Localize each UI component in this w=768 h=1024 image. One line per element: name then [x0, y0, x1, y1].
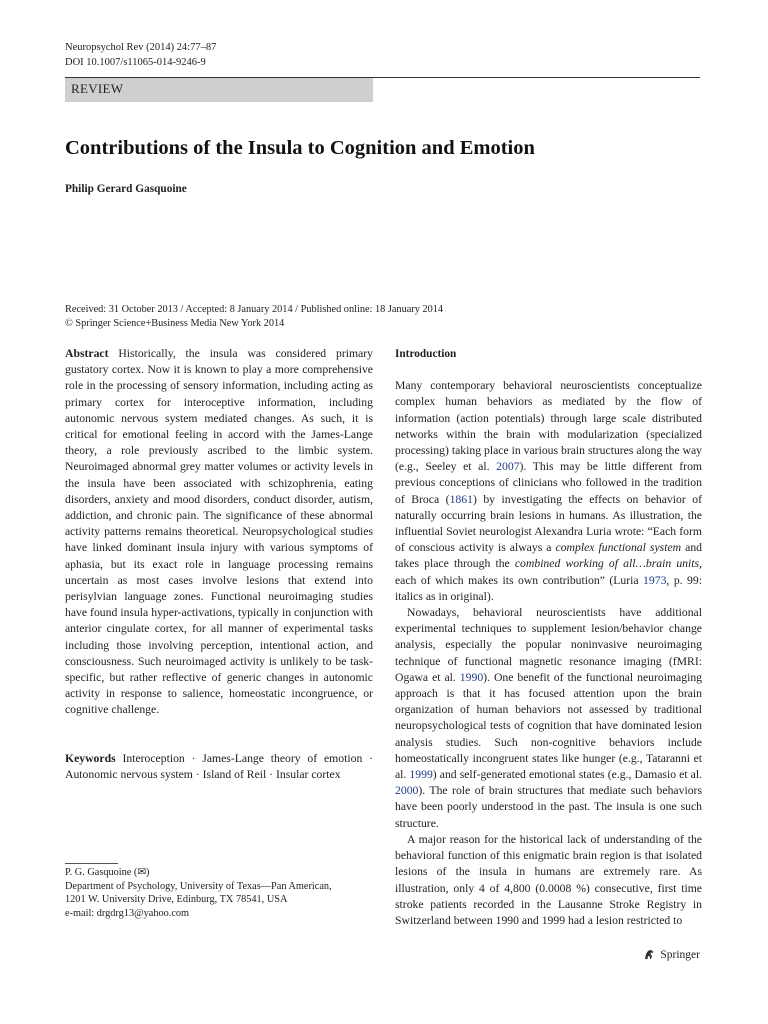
abstract-text: Historically, the insula was considered primary gustatory cortex. Now it is known to play a more comprehensive role in the processing of sensory information, including acting as primary cortex for interoceptive information, including autonomic nervous system mediated changes. As such, it is critical for emotional feeling in accord with the James-Lange theory, a role previously ascribed to the limbic system. Neuroimaged abnormal grey matter volumes or activity levels in the insula have been associated with schizophrenia, eating disorders, anxiety and mood disorders, conduct disorder, autism, addiction, and chronic pain. The significance of these abnormal activity patterns remains theoretical. Neuropsychological studies have linked dominant insula injury with various symptoms of aphasia, but its exact role in language processing remains uncertain as most cases involve lesions that extend into perisylvian language zones. Functional neuroimaging studies have found insula hyper-activations, typically in conjunction with anterior cingulate cortex, for all manner of experimental tasks including those involving perception, intentional action, and consciousness. Such neuroimaged activity is unlikely to be task-specific, but rather reflective of generic changes in autonomic activity in response to salience, homeostatic incongruence, or cognitive challenge.	[65, 347, 373, 717]
p1-text-b: ). This may be little different from previous conceptions of clinicians who followed in the tradition of Broca (	[395, 460, 702, 506]
p1-text-a: Many contemporary behavioral neuroscientists conceptualize complex human behaviors as mediated by the flow of information (action potentials) through large scale distributed networks within the brain with modularization (specialized processing) taking place in various brain structures along the way (e.g., Seeley et al.	[395, 379, 702, 474]
p1-text-c: ) by investigating the effects on behavior of naturally occurring brain lesions in humans. As illustration, the influential Soviet neurologist Alexandra Luria wrote: “Each form of conscious activity is always a	[395, 492, 702, 555]
intro-paragraph-1	[395, 378, 702, 605]
journal-header	[65, 40, 216, 70]
publication-dates	[65, 303, 705, 331]
article-title: Contributions of the Insula to Cognition and Emotion	[65, 137, 535, 159]
p1-text-d: and takes place through the	[395, 541, 703, 571]
publisher-logo	[643, 948, 700, 961]
footnote-rule	[65, 863, 118, 864]
keywords-label: Keywords	[65, 751, 116, 765]
p1-text-f: , p. 99: italics as in original).	[395, 573, 702, 603]
intro-heading: Introduction	[395, 348, 457, 360]
abstract-label: Abstract	[65, 347, 109, 360]
keywords	[65, 751, 373, 783]
affiliation-email[interactable]: e-mail: drgdrg13@yahoo.com	[65, 907, 190, 919]
citation-link[interactable]: 1973	[643, 573, 667, 587]
citation-link[interactable]: 1999	[409, 768, 433, 782]
author-affiliation	[65, 866, 373, 920]
p1-italic-1: complex functional system	[555, 541, 682, 555]
p2-text-a: Nowadays, behavioral neuroscientists have additional experimental techniques to supplement lesion/behavior change analysis, especially the popular noninvasive neuroimaging technique of functional magnetic resonance imaging (fMRI: Ogawa et al.	[395, 606, 702, 684]
section-label: REVIEW	[71, 81, 124, 96]
p1-italic-2: combined working of all…brain units,	[514, 557, 702, 571]
p2-text-c: ) and self-generated emotional states (e.g., Damasio et al.	[432, 768, 702, 782]
springer-horse-icon	[643, 948, 656, 961]
p2-text-d: ). The role of brain structures that mediate such behaviors have been poorly understood in the past. The insula is one such structure.	[395, 784, 702, 830]
affiliation-dept: Department of Psychology, University of Texas—Pan American,	[65, 880, 332, 892]
journal-citation: Neuropsychol Rev (2014) 24:77–87	[65, 42, 217, 53]
right-column	[395, 346, 702, 929]
section-badge	[65, 78, 373, 102]
dates-line: Received: 31 October 2013 / Accepted: 8 January 2014 / Published online: 18 January 2014	[65, 304, 444, 315]
citation-link[interactable]: 2007	[496, 460, 520, 474]
abstract	[65, 346, 373, 719]
doi[interactable]: DOI 10.1007/s11065-014-9246-9	[65, 57, 206, 68]
intro-paragraph-3: A major reason for the historical lack of understanding of the behavioral function of this enigmatic brain region is that isolated lesions of the insula in humans are extremely rare. As illustration, only 4 of 4,800 (0.0008 %) consecutive, first time stroke patients recorded in the Lausanne Stroke Registry in Switzerland between 1990 and 1999 had a lesion restricted to	[395, 832, 702, 927]
p2-text-b: ). One benefit of the functional neuroimaging approach is that it has focused attention upon the brain organization of human behaviors not assessed by traditional neuropsychological tests of cognition that have dominated lesion analysis studies. Such non-cognitive behaviors include homeostatically incongruent states like hunger (e.g., Tataranni et al.	[395, 670, 703, 782]
affiliation-address: 1201 W. University Drive, Edinburg, TX 78541, USA	[65, 894, 288, 906]
citation-link[interactable]: 1861	[449, 492, 473, 506]
author-name: Philip Gerard Gasquoine	[65, 183, 187, 195]
p1-text-e: each of which makes its own contribution” (Luria	[395, 573, 644, 587]
copyright-line: © Springer Science+Business Media New York 2014	[65, 318, 285, 329]
publisher-name: Springer	[660, 948, 700, 961]
left-column	[65, 346, 373, 783]
affiliation-name: P. G. Gasquoine (✉)	[65, 867, 150, 878]
citation-link[interactable]: 1990	[459, 670, 484, 684]
citation-link[interactable]: 2000	[395, 784, 419, 798]
intro-paragraph-2	[395, 605, 702, 832]
keywords-text: Interoception · James-Lange theory of emotion · Autonomic nervous system · Island of Reil · Insular cortex	[65, 751, 373, 781]
